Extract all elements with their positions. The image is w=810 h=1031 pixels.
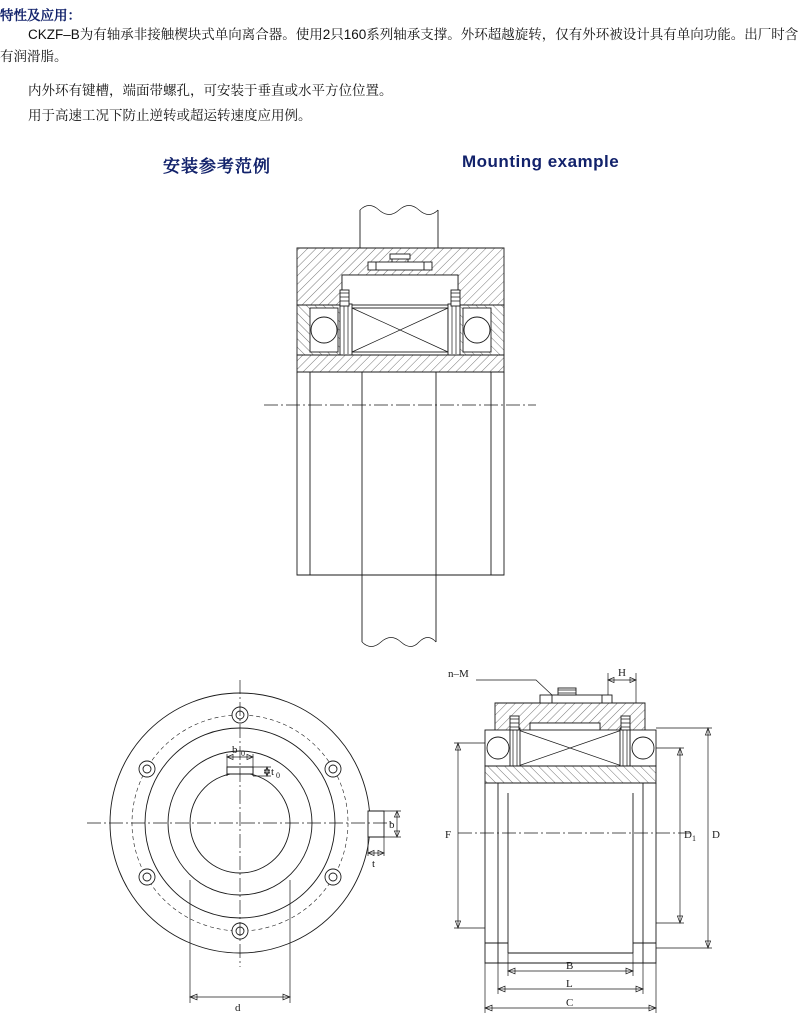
svg-text:H: H	[618, 667, 626, 679]
svg-text:b: b	[389, 819, 395, 831]
paragraph-3: 用于高速工况下防止逆转或超运转速度应用例。	[28, 108, 312, 123]
svg-text:d: d	[235, 1002, 241, 1014]
side-section-view-drawing	[440, 668, 800, 1028]
svg-text:0: 0	[241, 749, 245, 758]
paragraph-1: CKZF–B为有轴承非接触楔块式单向离合器。使用2只160系列轴承支撑。外环超越旋转，仅有外环被设计具有单向功能。出厂时含有润滑脂。	[0, 27, 799, 64]
svg-text:b: b	[232, 744, 238, 756]
svg-text:D: D	[684, 829, 692, 841]
svg-text:B: B	[566, 960, 574, 972]
paragraph-2: 内外环有键槽，端面带螺孔，可安装于垂直或水平方位位置。	[28, 83, 393, 98]
svg-text:0: 0	[276, 771, 280, 780]
svg-text:F: F	[445, 829, 452, 841]
svg-text:t: t	[372, 858, 376, 870]
svg-text:C: C	[566, 997, 574, 1009]
section-title: 特性及应用：	[0, 8, 81, 23]
heading-chinese: 安装参考范例	[163, 157, 271, 176]
svg-text:D: D	[712, 829, 720, 841]
svg-text:n–M: n–M	[448, 668, 469, 680]
svg-text:L: L	[566, 978, 573, 990]
svg-text:1: 1	[692, 834, 696, 843]
mounting-example-section-view	[240, 180, 570, 660]
front-view-drawing	[75, 675, 420, 1025]
heading-english: Mounting example	[462, 152, 620, 171]
svg-text:t: t	[271, 766, 275, 778]
